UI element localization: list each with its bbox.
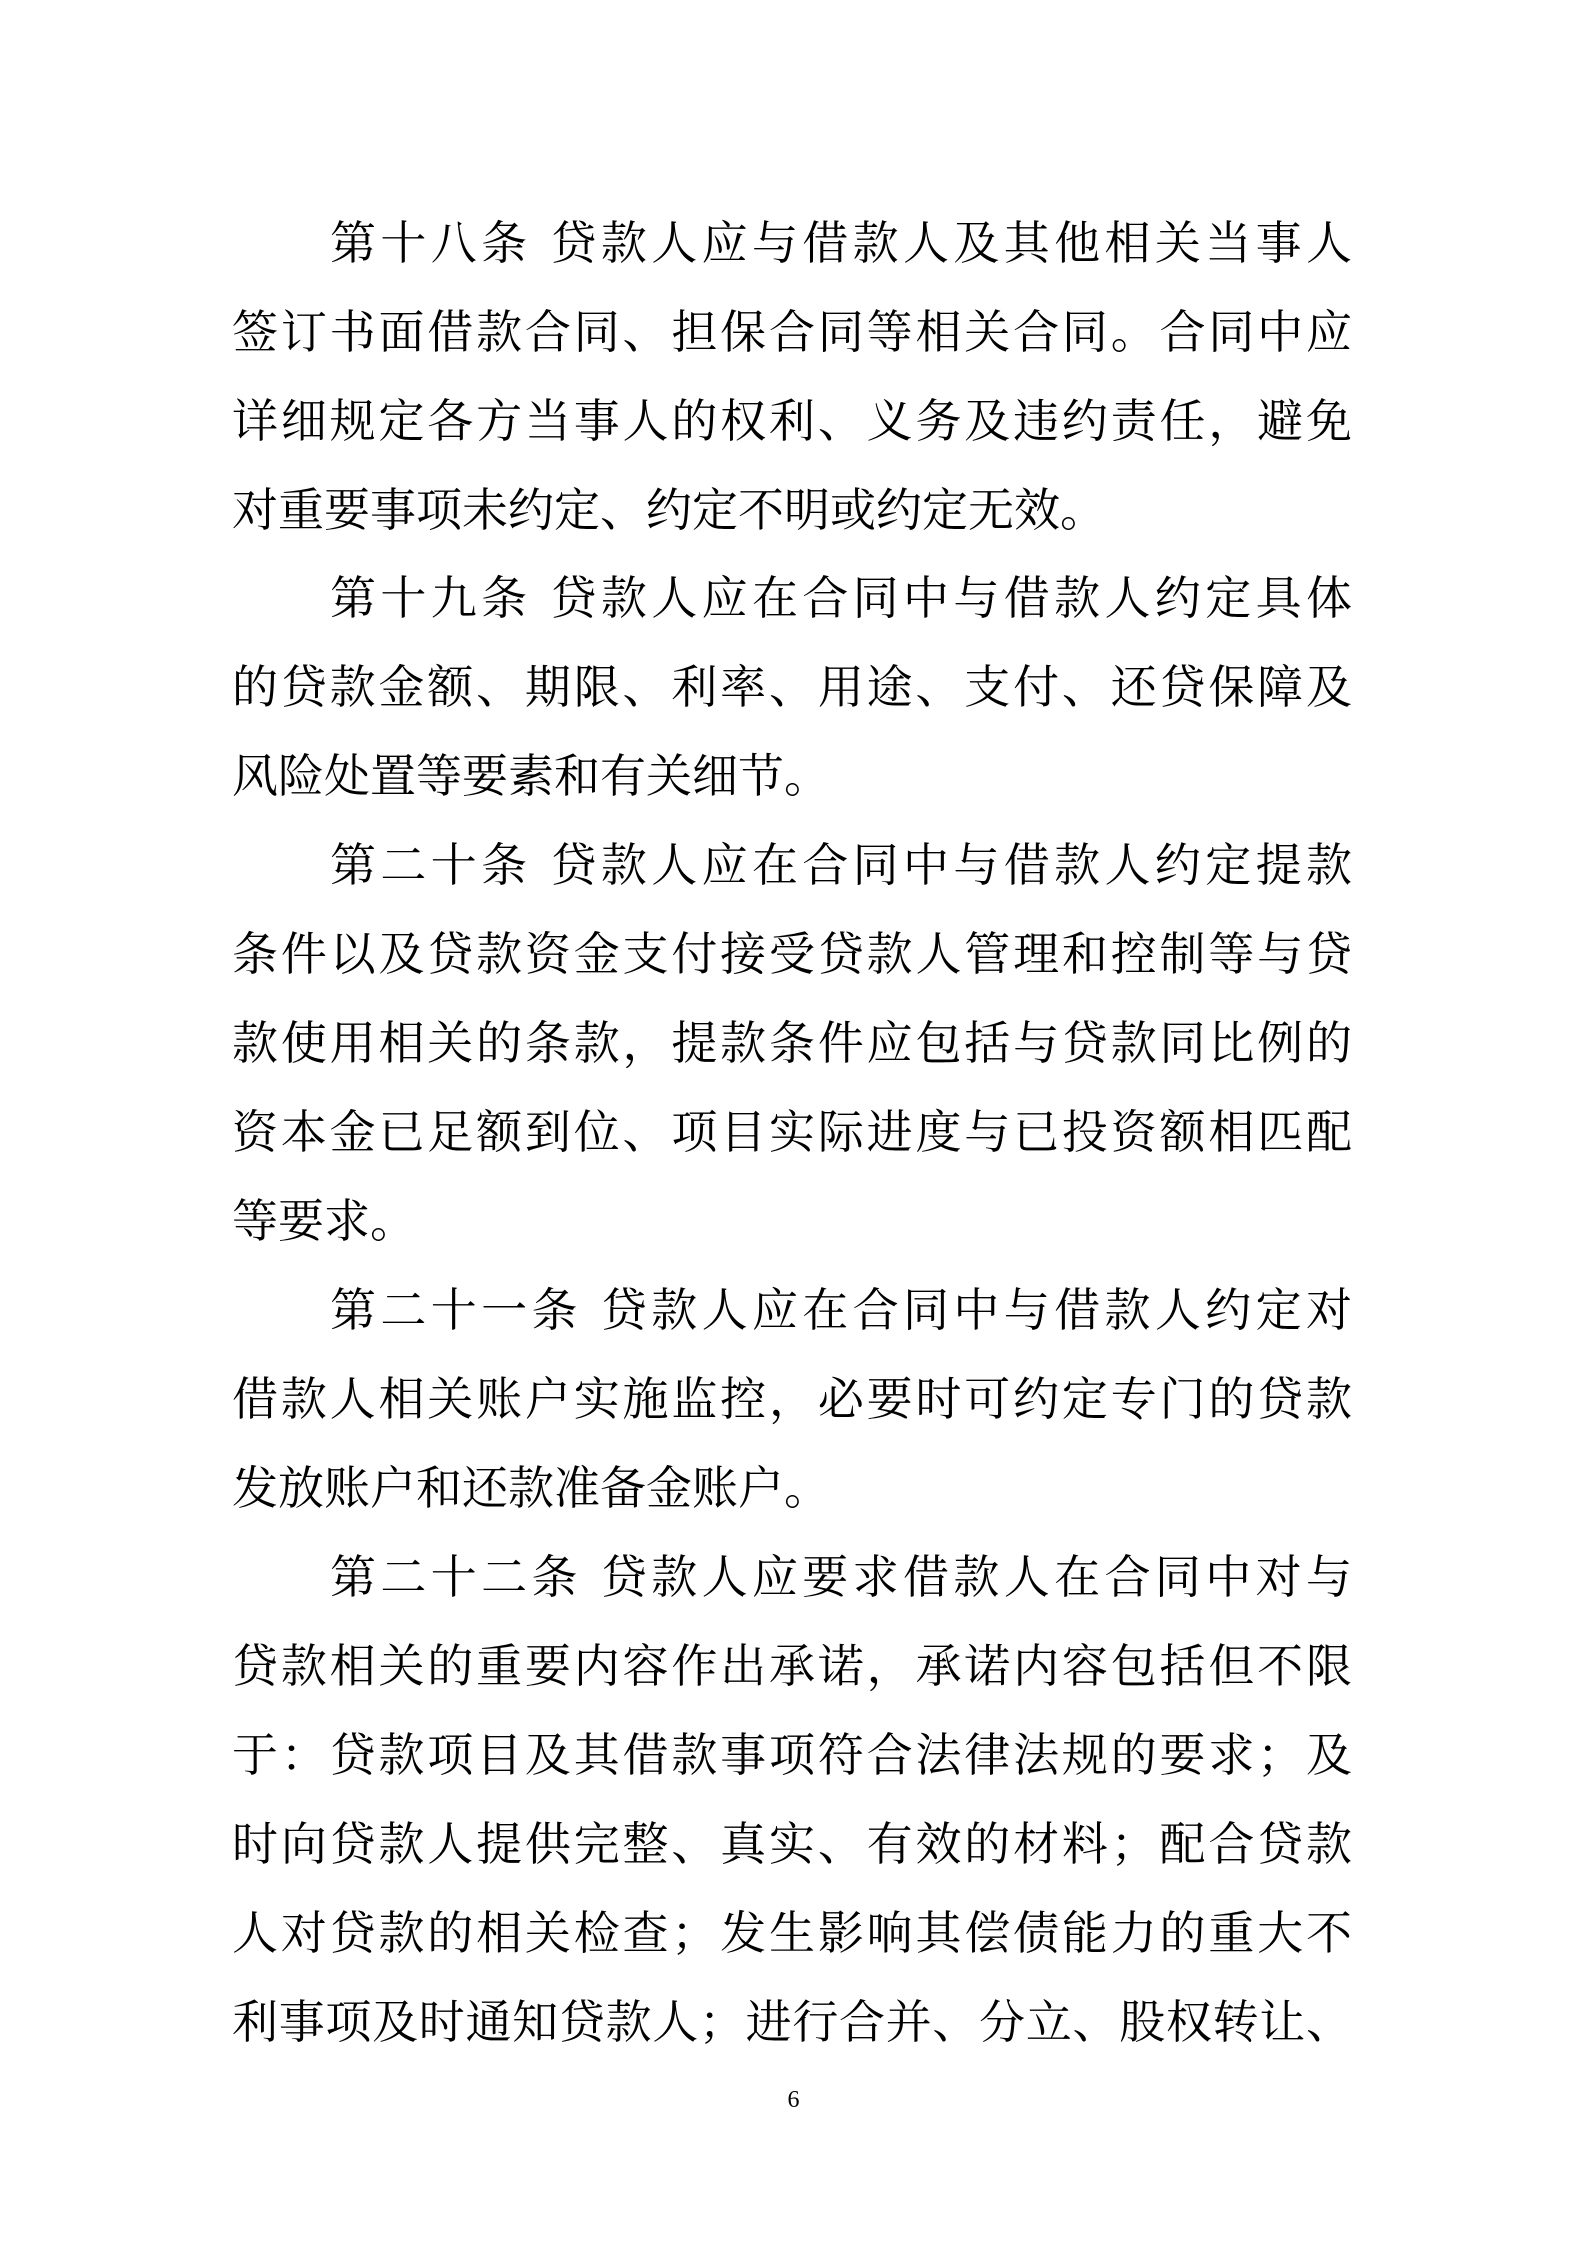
article-20-line-3: 款使用相关的条款，提款条件应包括与贷款同比例的 [232,1016,1352,1070]
article-22-line-1: 第二十二条 贷款人应要求借款人在合同中对与 [330,1550,1352,1604]
article-22-line-6: 利事项及时通知贷款人；进行合并、分立、股权转让、 [232,1995,1352,2049]
article-19-line-3: 风险处置等要素和有关细节。 [232,749,830,803]
article-21-line-1: 第二十一条 贷款人应在合同中与借款人约定对 [330,1283,1352,1337]
article-18-line-4: 对重要事项未约定、约定不明或约定无效。 [232,483,1106,537]
page-number: 6 [787,2087,800,2113]
article-22-line-5: 人对贷款的相关检查；发生影响其偿债能力的重大不 [232,1906,1352,1960]
article-20-line-4: 资本金已足额到位、项目实际进度与已投资额相匹配 [232,1105,1352,1159]
article-19-line-2: 的贷款金额、期限、利率、用途、支付、还贷保障及 [232,660,1352,714]
article-21-line-3: 发放账户和还款准备金账户。 [232,1461,830,1515]
article-18-line-3: 详细规定各方当事人的权利、义务及违约责任，避免 [232,394,1352,448]
article-22-line-2: 贷款相关的重要内容作出承诺，承诺内容包括但不限 [232,1639,1352,1693]
article-18-line-2: 签订书面借款合同、担保合同等相关合同。合同中应 [232,305,1352,359]
article-20-line-2: 条件以及贷款资金支付接受贷款人管理和控制等与贷 [232,927,1352,981]
article-22-line-4: 时向贷款人提供完整、真实、有效的材料；配合贷款 [232,1817,1352,1871]
article-22-line-3: 于：贷款项目及其借款事项符合法律法规的要求；及 [232,1728,1352,1782]
article-20-line-5: 等要求。 [232,1194,416,1248]
article-20-line-1: 第二十条 贷款人应在合同中与借款人约定提款 [330,838,1352,892]
article-19-line-1: 第十九条 贷款人应在合同中与借款人约定具体 [330,571,1352,625]
article-18-line-1: 第十八条 贷款人应与借款人及其他相关当事人 [330,216,1352,270]
article-21-line-2: 借款人相关账户实施监控，必要时可约定专门的贷款 [232,1372,1352,1426]
